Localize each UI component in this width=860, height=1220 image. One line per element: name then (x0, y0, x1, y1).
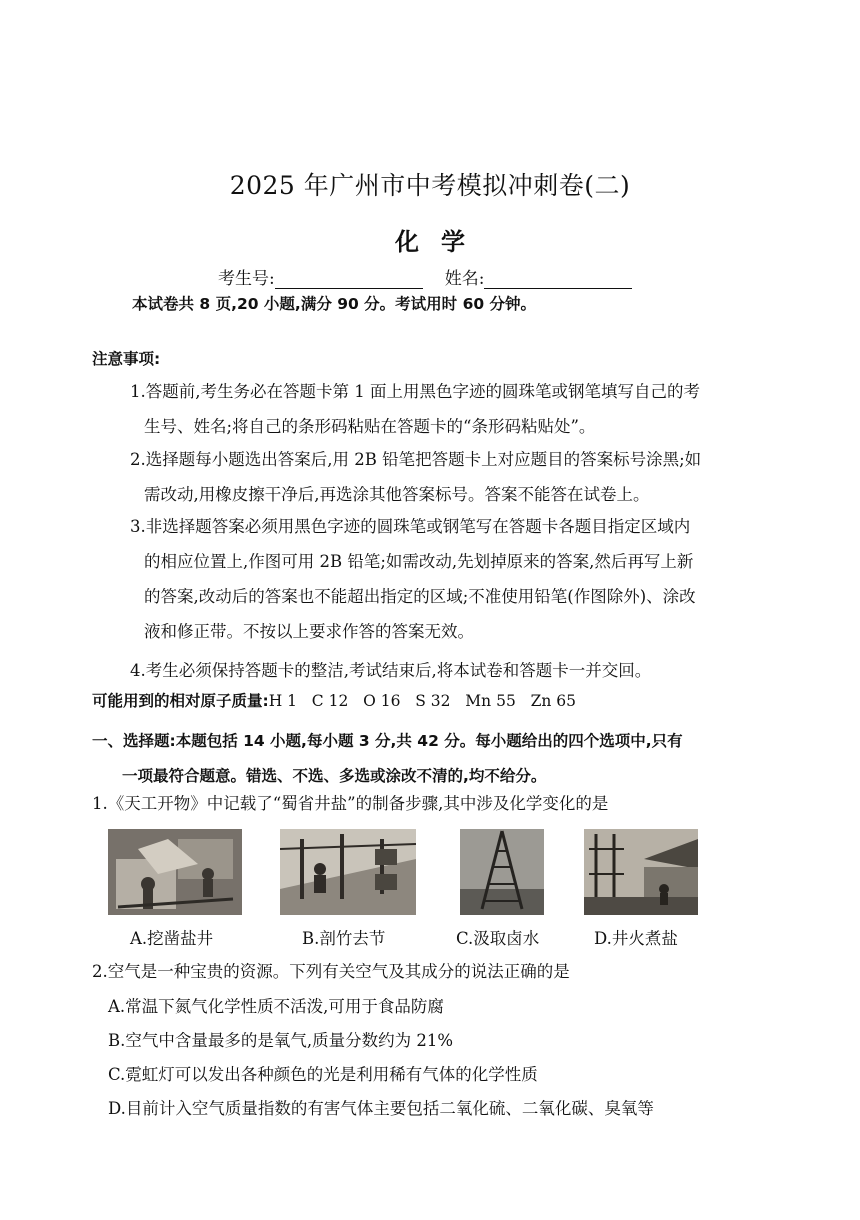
name-field[interactable] (484, 270, 632, 289)
section-1-line: 一、选择题:本题包括 14 小题,每小题 3 分,共 42 分。每小题给出的四个选项中,只有 (92, 732, 683, 750)
boiling-salt-illustration (584, 829, 698, 915)
notice-item-line: 的相应位置上,作图可用 2B 铅笔;如需改动,先划掉原来的答案,然后再写上新 (144, 552, 694, 571)
notice-item-line: 生号、姓名;将自己的条形码粘贴在答题卡的“条形码粘贴处”。 (144, 417, 596, 436)
question-1-images (108, 829, 708, 917)
option-d-image[interactable] (584, 829, 698, 915)
atomic-mass-value: Zn 65 (530, 692, 576, 710)
q2-option-c[interactable]: C.霓虹灯可以发出各种颜色的光是利用稀有气体的化学性质 (108, 1065, 538, 1084)
option-c-label[interactable]: C.汲取卤水 (456, 929, 540, 948)
notice-item-line: 3.非选择题答案必须用黑色字迹的圆珠笔或钢笔写在答题卡各题目指定区域内 (130, 517, 691, 536)
option-b-image[interactable] (280, 829, 416, 915)
option-d-label[interactable]: D.井火煮盐 (594, 929, 678, 948)
atomic-mass-value: H 1 (268, 692, 298, 710)
option-a-label[interactable]: A.挖凿盐井 (130, 929, 214, 948)
atomic-mass-value: C 12 (311, 692, 349, 710)
subject-title: 化学 (395, 228, 487, 256)
name-label: 姓名: (444, 269, 485, 289)
candidate-no-label: 考生号: (218, 269, 275, 289)
question-2-stem: 2.空气是一种宝贵的资源。下列有关空气及其成分的说法正确的是 (92, 962, 570, 981)
notice-item-3 (130, 509, 780, 649)
q2-option-a[interactable]: A.常温下氮气化学性质不活泼,可用于食品防腐 (108, 997, 444, 1016)
notice-item-4 (130, 653, 780, 688)
notice-item-line: 2.选择题每小题选出答案后,用 2B 铅笔把答题卡上对应题目的答案标号涂黑;如 (130, 450, 702, 469)
question-1-stem: 1.《天工开物》中记载了“蜀省井盐”的制备步骤,其中涉及化学变化的是 (92, 794, 609, 813)
notice-item-line: 液和修正带。不按以上要求作答的答案无效。 (144, 622, 474, 641)
option-b-label[interactable]: B.剖竹去节 (302, 929, 386, 948)
atomic-mass-line (92, 689, 576, 711)
option-c-image[interactable] (460, 829, 544, 915)
notice-item-2 (130, 442, 780, 512)
atomic-mass-value: S 32 (415, 692, 451, 710)
atomic-mass-value: O 16 (363, 692, 401, 710)
notice-heading: 注意事项: (92, 350, 161, 368)
atomic-mass-value: Mn 55 (465, 692, 516, 710)
candidate-fields (218, 264, 654, 289)
notice-item-line: 的答案,改动后的答案也不能超出指定的区域;不准使用铅笔(作图除外)、涂改 (144, 587, 696, 606)
q2-option-d[interactable]: D.目前计入空气质量指数的有害气体主要包括二氧化硫、二氧化碳、臭氧等 (108, 1099, 654, 1118)
notice-item-line: 1.答题前,考生务必在答题卡第 1 面上用黑色字迹的圆珠笔或钢笔填写自己的考 (130, 382, 700, 401)
notice-item-line: 4.考生必须保持答题卡的整洁,考试结束后,将本试卷和答题卡一并交回。 (130, 661, 652, 680)
q2-option-b[interactable]: B.空气中含量最多的是氧气,质量分数约为 21% (108, 1031, 454, 1050)
candidate-no-field[interactable] (275, 270, 423, 289)
notice-item-line: 需改动,用橡皮擦干净后,再选涂其他答案标号。答案不能答在试卷上。 (144, 485, 650, 504)
atomic-mass-label: 可能用到的相对原子质量: (92, 692, 269, 710)
brine-derrick-illustration (460, 829, 544, 915)
section-1-line: 一项最符合题意。错选、不选、多选或涂改不清的,均不给分。 (122, 767, 547, 785)
notice-item-1 (130, 374, 780, 444)
section-1-heading (92, 724, 782, 794)
bamboo-cutting-illustration (280, 829, 416, 915)
digging-well-illustration (108, 829, 242, 915)
option-a-image[interactable] (108, 829, 242, 915)
exam-info: 本试卷共 8 页,20 小题,满分 90 分。考试用时 60 分钟。 (132, 295, 537, 313)
exam-title: 2025 年广州市中考模拟冲刺卷(二) (229, 171, 631, 200)
